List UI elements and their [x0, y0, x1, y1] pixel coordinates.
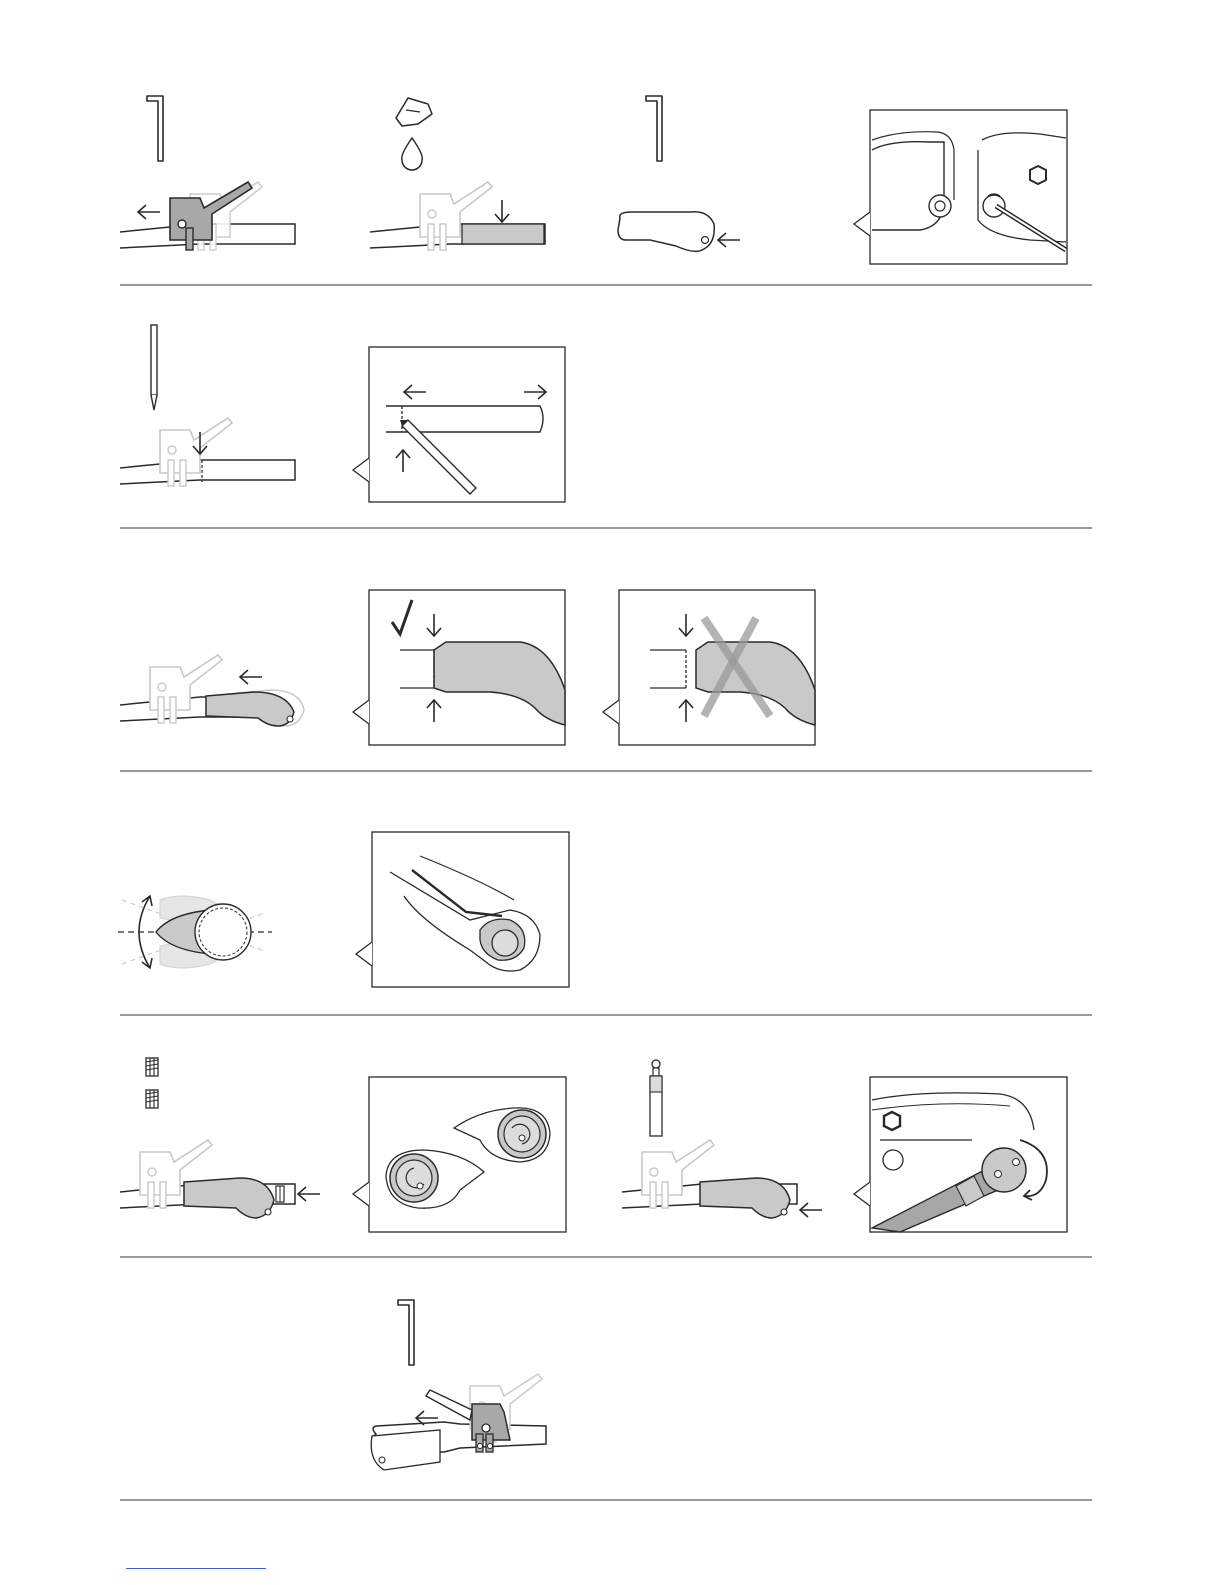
grip-bolt-illustration [618, 212, 740, 252]
arrow-left-icon [240, 670, 262, 684]
drop-icon [402, 138, 423, 170]
detail-mark-line-box [353, 347, 565, 502]
step-6-row [371, 1300, 546, 1470]
detail-correct-position-box [353, 590, 565, 745]
step-5-row [120, 1058, 1067, 1232]
hex-key-icon [646, 96, 662, 161]
end-plug-icon [146, 1058, 158, 1108]
arrow-down-icon [495, 200, 509, 222]
pencil-icon [151, 325, 157, 410]
remove-brake-lever-illustration [120, 182, 295, 250]
step-4-row [118, 832, 569, 987]
arrow-left-icon [138, 205, 160, 219]
footer-link-underline[interactable] [126, 1568, 266, 1570]
detail-wrong-position-box [603, 590, 815, 745]
detail-end-caps-box [353, 1077, 566, 1232]
step-2-row [120, 325, 565, 502]
arrow-left-icon [800, 1203, 822, 1217]
refit-brake-lever-illustration [371, 1374, 546, 1470]
mark-handlebar-illustration [120, 418, 295, 486]
arrow-left-icon [298, 1187, 320, 1201]
clean-handlebar-illustration [370, 182, 545, 250]
step-1-row [120, 96, 1067, 264]
hex-key-icon [147, 96, 163, 161]
detail-torque-bolt-box [854, 1077, 1067, 1232]
arrow-left-icon [718, 233, 740, 247]
slide-grip-on-illustration [120, 655, 304, 726]
cloth-icon [396, 98, 432, 126]
torque-wrench-icon [650, 1060, 662, 1136]
insert-end-plug-illustration [120, 1140, 320, 1218]
step-3-row [120, 590, 815, 745]
detail-loosen-bolt-box [854, 110, 1067, 264]
rotate-grip-angle-illustration [118, 896, 272, 968]
tighten-bolt-illustration [622, 1140, 822, 1218]
detail-hand-position-box [356, 832, 569, 987]
hex-key-icon [398, 1300, 414, 1365]
